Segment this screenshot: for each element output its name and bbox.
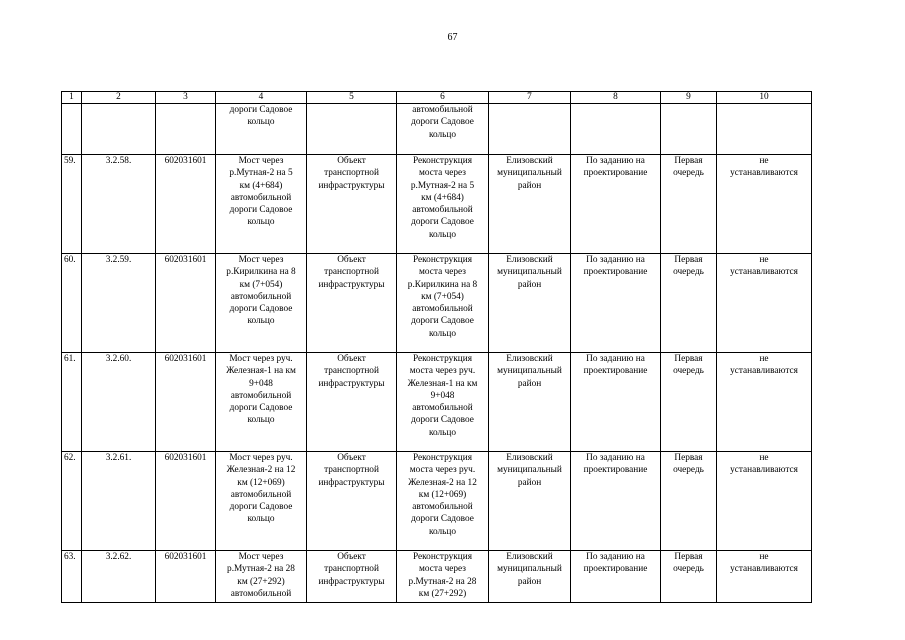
page-number: 67: [447, 32, 458, 43]
object-name-cell: [216, 452, 307, 551]
row-number-cell: [62, 104, 82, 155]
cell-line: не: [759, 156, 769, 166]
parameters-cell: [571, 551, 661, 603]
table-row: [62, 104, 812, 155]
cell-line: р.Мутная-2 на 28: [408, 576, 477, 587]
cell-line: р.Кирилкина на 8: [407, 279, 478, 290]
cell-line: км (27+292): [237, 576, 285, 587]
cell-line: км (7+054): [421, 291, 464, 302]
section-code-cell: 3.2.58.: [82, 155, 156, 254]
work-description-cell: [397, 254, 489, 353]
cell-line: автомобильной: [230, 192, 292, 203]
cell-line: дороги Садовое: [411, 217, 474, 228]
cell-line: устанавливаются: [730, 564, 798, 575]
cell-line: дороги Садовое: [229, 403, 293, 414]
cell-line: дороги Садовое: [411, 415, 474, 426]
cell-line: кольцо: [247, 117, 275, 128]
cell-line: Елизовский: [506, 156, 553, 166]
object-name-cell: [216, 254, 307, 353]
row-number-cell: 59.: [62, 155, 82, 254]
parameters-cell: [571, 254, 661, 353]
cell-line: дороги Садовое: [229, 105, 293, 115]
code-cell: 602031601: [156, 452, 216, 551]
zone-cell: [717, 353, 812, 452]
cell-line: автомобильной: [230, 291, 292, 302]
table-row: [62, 254, 812, 353]
cell-line: моста через руч.: [409, 465, 476, 476]
column-header: 7: [489, 92, 571, 104]
code-cell: [156, 104, 216, 155]
cell-line: По заданию на: [586, 552, 645, 562]
cell-line: Елизовский: [506, 255, 553, 265]
cell-line: кольцо: [428, 129, 457, 140]
cell-line: инфраструктуры: [318, 180, 385, 191]
zone-cell: [717, 104, 812, 155]
column-header: 8: [571, 92, 661, 104]
cell-line: Мост через: [238, 156, 284, 166]
table-row: [62, 452, 812, 551]
table-row: [62, 551, 812, 603]
cell-line: транспортной: [324, 564, 379, 575]
cell-line: автомобильной: [230, 489, 292, 500]
cell-line: дороги Садовое: [229, 304, 293, 315]
zone-cell: [717, 452, 812, 551]
cell-line: Елизовский: [506, 552, 553, 562]
column-header: 10: [717, 92, 812, 104]
column-number-row: [62, 92, 812, 104]
work-description-cell: [397, 104, 489, 155]
work-description-cell: [397, 551, 489, 603]
cell-line: муниципальный: [497, 465, 562, 476]
cell-line: не: [759, 255, 769, 265]
cell-line: 9+048: [249, 378, 273, 389]
cell-line: район: [517, 378, 542, 389]
cell-line: Реконструкция: [412, 453, 473, 463]
object-name-cell: [216, 353, 307, 452]
cell-line: кольцо: [428, 328, 457, 339]
cell-line: км (4+684): [239, 180, 283, 191]
cell-line: не: [759, 453, 769, 463]
priority-cell: [661, 353, 717, 452]
cell-line: дороги Садовое: [229, 205, 293, 216]
code-cell: 602031601: [156, 551, 216, 603]
cell-line: Первая: [674, 552, 703, 562]
cell-line: По заданию на: [586, 453, 645, 463]
cell-line: моста через: [419, 564, 466, 575]
cell-line: проектирование: [583, 465, 648, 476]
cell-line: кольцо: [428, 229, 457, 240]
cell-line: не: [759, 354, 769, 364]
cell-line: Реконструкция: [412, 354, 473, 364]
cell-line: инфраструктуры: [318, 576, 385, 587]
cell-line: инфраструктуры: [318, 279, 385, 290]
work-description-cell: [397, 452, 489, 551]
cell-line: муниципальный: [497, 366, 562, 377]
column-header: 1: [62, 92, 82, 104]
cell-line: кольцо: [247, 316, 275, 327]
cell-line: инфраструктуры: [318, 477, 385, 488]
cell-line: р.Мутная-2 на 28: [227, 564, 295, 575]
parameters-cell: [571, 155, 661, 254]
cell-line: проектирование: [583, 168, 648, 179]
cell-line: кольцо: [247, 415, 275, 426]
cell-line: очередь: [673, 564, 704, 575]
cell-line: муниципальный: [497, 267, 562, 278]
cell-line: автомобильной: [412, 205, 473, 216]
priority-cell: [661, 452, 717, 551]
object-name-cell: [216, 155, 307, 254]
cell-line: очередь: [673, 267, 704, 278]
cell-line: Объект: [337, 453, 366, 463]
location-cell: [489, 353, 571, 452]
zone-cell: [717, 155, 812, 254]
zone-cell: [717, 254, 812, 353]
object-type-cell: [307, 104, 397, 155]
cell-line: Первая: [674, 354, 703, 364]
cell-line: очередь: [673, 465, 704, 476]
cell-line: район: [517, 477, 542, 488]
cell-line: проектирование: [583, 267, 648, 278]
cell-line: Объект: [337, 255, 366, 265]
cell-line: дороги Садовое: [411, 514, 474, 525]
cell-line: муниципальный: [497, 168, 562, 179]
row-number-cell: 61.: [62, 353, 82, 452]
cell-line: км (7+054): [239, 279, 283, 290]
parameters-cell: [571, 452, 661, 551]
section-code-cell: 3.2.59.: [82, 254, 156, 353]
object-type-cell: [307, 155, 397, 254]
cell-line: По заданию на: [586, 255, 645, 265]
location-cell: [489, 452, 571, 551]
cell-line: р.Мутная-2 на 5: [229, 168, 293, 179]
cell-line: Реконструкция: [412, 156, 473, 166]
object-type-cell: [307, 551, 397, 603]
cell-line: 9+048: [430, 390, 455, 401]
cell-line: кольцо: [428, 526, 457, 537]
column-header: 9: [661, 92, 717, 104]
cell-line: устанавливаются: [730, 168, 798, 179]
cell-line: Объект: [337, 156, 366, 166]
cell-line: автомобильной: [412, 105, 473, 115]
cell-line: кольцо: [428, 427, 457, 438]
cell-line: район: [517, 279, 542, 290]
code-cell: 602031601: [156, 353, 216, 452]
cell-line: кольцо: [247, 217, 275, 228]
cell-line: проектирование: [583, 564, 648, 575]
object-type-cell: [307, 452, 397, 551]
cell-line: транспортной: [324, 366, 379, 377]
cell-line: Железная-1 на км: [407, 378, 478, 389]
cell-line: Мост через: [238, 255, 284, 265]
object-name-cell: [216, 551, 307, 603]
object-name-cell: [216, 104, 307, 155]
object-type-cell: [307, 254, 397, 353]
cell-line: проектирование: [583, 366, 648, 377]
cell-line: По заданию на: [586, 354, 645, 364]
priority-cell: [661, 551, 717, 603]
cell-line: дороги Садовое: [411, 117, 474, 128]
section-code-cell: 3.2.60.: [82, 353, 156, 452]
cell-line: Первая: [674, 156, 703, 166]
parameters-cell: [571, 353, 661, 452]
cell-line: Железная-2 на 12: [226, 465, 296, 476]
cell-line: км (4+684): [421, 192, 464, 203]
section-code-cell: [82, 104, 156, 155]
cell-line: Железная-1 на км: [226, 366, 296, 377]
cell-line: р.Мутная-2 на 5: [410, 180, 475, 191]
column-header: 3: [156, 92, 216, 104]
cell-line: моста через: [419, 168, 466, 179]
cell-line: устанавливаются: [730, 366, 798, 377]
column-header: 5: [307, 92, 397, 104]
cell-line: Елизовский: [506, 453, 553, 463]
location-cell: [489, 155, 571, 254]
cell-line: моста через: [419, 267, 466, 278]
cell-line: Первая: [674, 453, 703, 463]
objects-table: [61, 91, 812, 603]
cell-line: Железная-2 на 12: [408, 477, 477, 488]
column-header: 6: [397, 92, 489, 104]
priority-cell: [661, 254, 717, 353]
cell-line: Мост через руч.: [229, 453, 293, 463]
cell-line: дороги Садовое: [229, 502, 293, 513]
cell-line: дороги Садовое: [411, 316, 474, 327]
cell-line: не: [759, 552, 769, 562]
work-description-cell: [397, 353, 489, 452]
cell-line: автомобильной: [412, 403, 473, 414]
cell-line: устанавливаются: [730, 465, 798, 476]
location-cell: [489, 104, 571, 155]
location-cell: [489, 551, 571, 603]
priority-cell: [661, 155, 717, 254]
cell-line: автомобильной: [230, 390, 292, 401]
work-description-cell: [397, 155, 489, 254]
row-number-cell: 63.: [62, 551, 82, 603]
object-type-cell: [307, 353, 397, 452]
priority-cell: [661, 104, 717, 155]
cell-line: очередь: [673, 366, 704, 377]
cell-line: автомобильной: [412, 502, 473, 513]
row-number-cell: 62.: [62, 452, 82, 551]
cell-line: моста через руч.: [409, 366, 476, 377]
row-number-cell: 60.: [62, 254, 82, 353]
cell-line: км (12+069): [418, 489, 467, 500]
column-header: 2: [82, 92, 156, 104]
cell-line: район: [517, 180, 542, 191]
cell-line: автомобильной: [412, 304, 473, 315]
cell-line: км (27+292): [418, 588, 467, 599]
cell-line: Мост через руч.: [229, 354, 293, 364]
table-row: [62, 353, 812, 452]
cell-line: Объект: [337, 552, 366, 562]
cell-line: Реконструкция: [412, 255, 473, 265]
cell-line: Объект: [337, 354, 366, 364]
column-header: 4: [216, 92, 307, 104]
cell-line: очередь: [673, 168, 704, 179]
cell-line: По заданию на: [586, 156, 645, 166]
code-cell: 602031601: [156, 155, 216, 254]
zone-cell: [717, 551, 812, 603]
cell-line: км (12+069): [237, 477, 285, 488]
cell-line: автомобильной: [230, 588, 292, 599]
section-code-cell: 3.2.61.: [82, 452, 156, 551]
cell-line: р.Кирилкина на 8: [226, 267, 296, 278]
cell-line: район: [517, 576, 542, 587]
table-body: [62, 104, 812, 603]
cell-line: транспортной: [324, 168, 379, 179]
cell-line: Мост через: [238, 552, 284, 562]
location-cell: [489, 254, 571, 353]
table-row: [62, 155, 812, 254]
cell-line: инфраструктуры: [318, 378, 385, 389]
cell-line: транспортной: [324, 267, 379, 278]
cell-line: Первая: [674, 255, 703, 265]
cell-line: Елизовский: [506, 354, 553, 364]
parameters-cell: [571, 104, 661, 155]
cell-line: транспортной: [324, 465, 379, 476]
code-cell: 602031601: [156, 254, 216, 353]
cell-line: муниципальный: [497, 564, 562, 575]
section-code-cell: 3.2.62.: [82, 551, 156, 603]
cell-line: кольцо: [247, 514, 275, 525]
cell-line: Реконструкция: [412, 552, 473, 562]
cell-line: устанавливаются: [730, 267, 798, 278]
